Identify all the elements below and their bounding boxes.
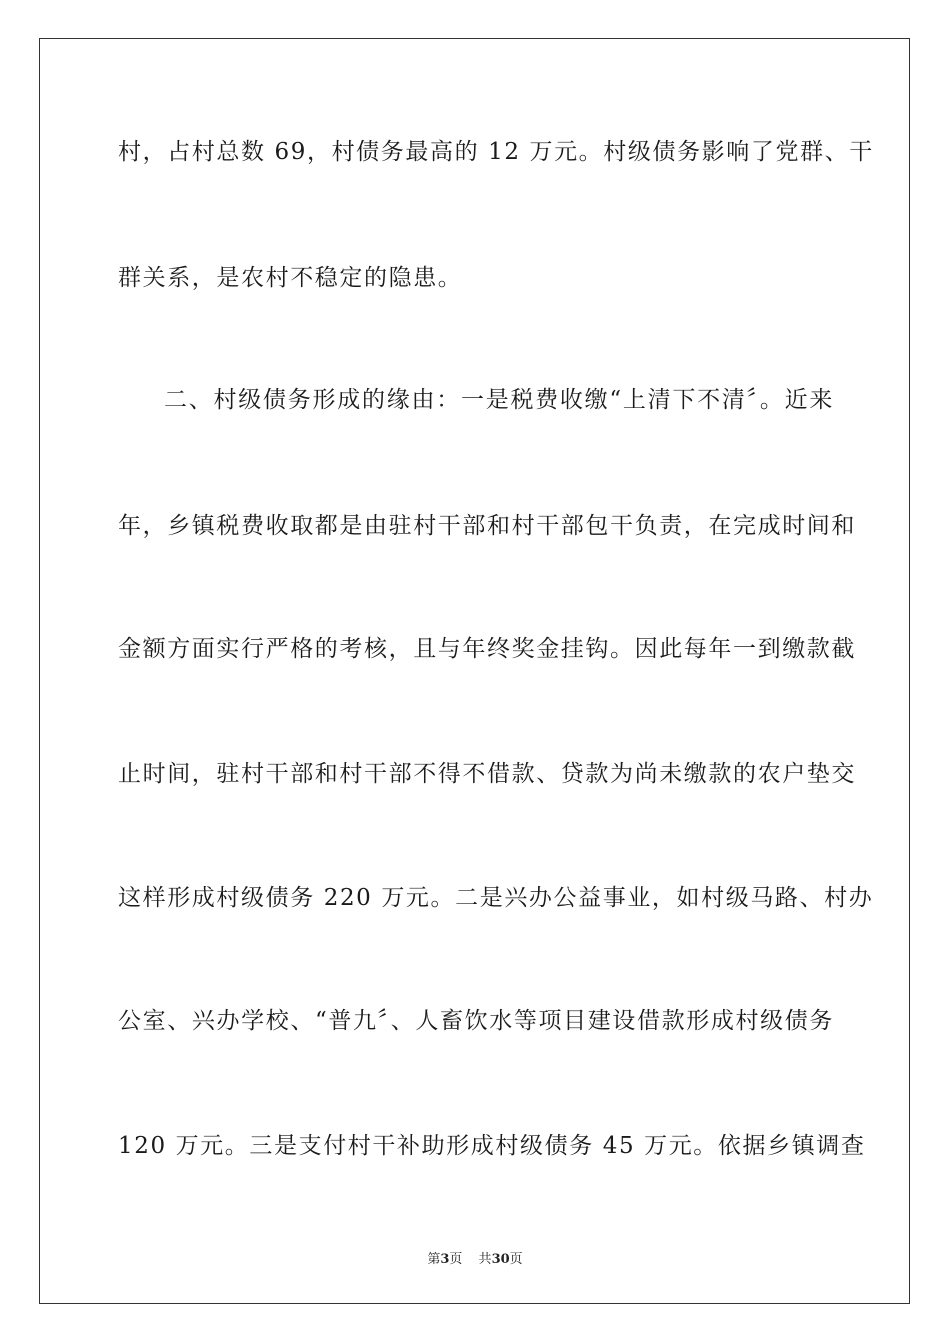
page-frame <box>39 38 910 1304</box>
text-line-8: 公室、兴办学校、“普九〞、人畜饮水等项目建设借款形成村级债务 <box>118 1008 834 1034</box>
total-pages-label <box>479 1252 523 1267</box>
total-prefix: 共 <box>478 1252 492 1267</box>
text-line-4: 年，乡镇税费收取都是由驻村干部和村干部包干负责，在完成时间和 <box>118 513 856 539</box>
text-line-6: 止时间，驻村干部和村干部不得不借款、贷款为尚未缴款的农户垫交 <box>118 761 856 787</box>
page-number: 3 <box>440 1252 450 1267</box>
total-pages-number: 30 <box>491 1252 510 1267</box>
current-page-label <box>427 1252 462 1267</box>
text-line-9: 120 万元。三是支付村干补助形成村级债务 45 万元。依据乡镇调查 <box>118 1133 866 1159</box>
text-line-1: 村，占村总数 69，村债务最高的 12 万元。村级债务影响了党群、干 <box>118 139 874 165</box>
paragraph-start-line: 二、村级债务形成的缘由：一是税费收缴“上清下不清〞。近来 <box>164 387 834 413</box>
page-suffix: 页 <box>449 1252 463 1267</box>
total-suffix: 页 <box>509 1252 523 1267</box>
text-line-5: 金额方面实行严格的考核，且与年终奖金挂钩。因此每年一到缴款截 <box>118 636 856 662</box>
text-line-2: 群关系，是农村不稳定的隐患。 <box>118 265 463 291</box>
text-line-7: 这样形成村级债务 220 万元。二是兴办公益事业，如村级马路、村办 <box>118 885 874 911</box>
page-prefix: 第 <box>427 1252 441 1267</box>
page-footer <box>0 1248 950 1267</box>
